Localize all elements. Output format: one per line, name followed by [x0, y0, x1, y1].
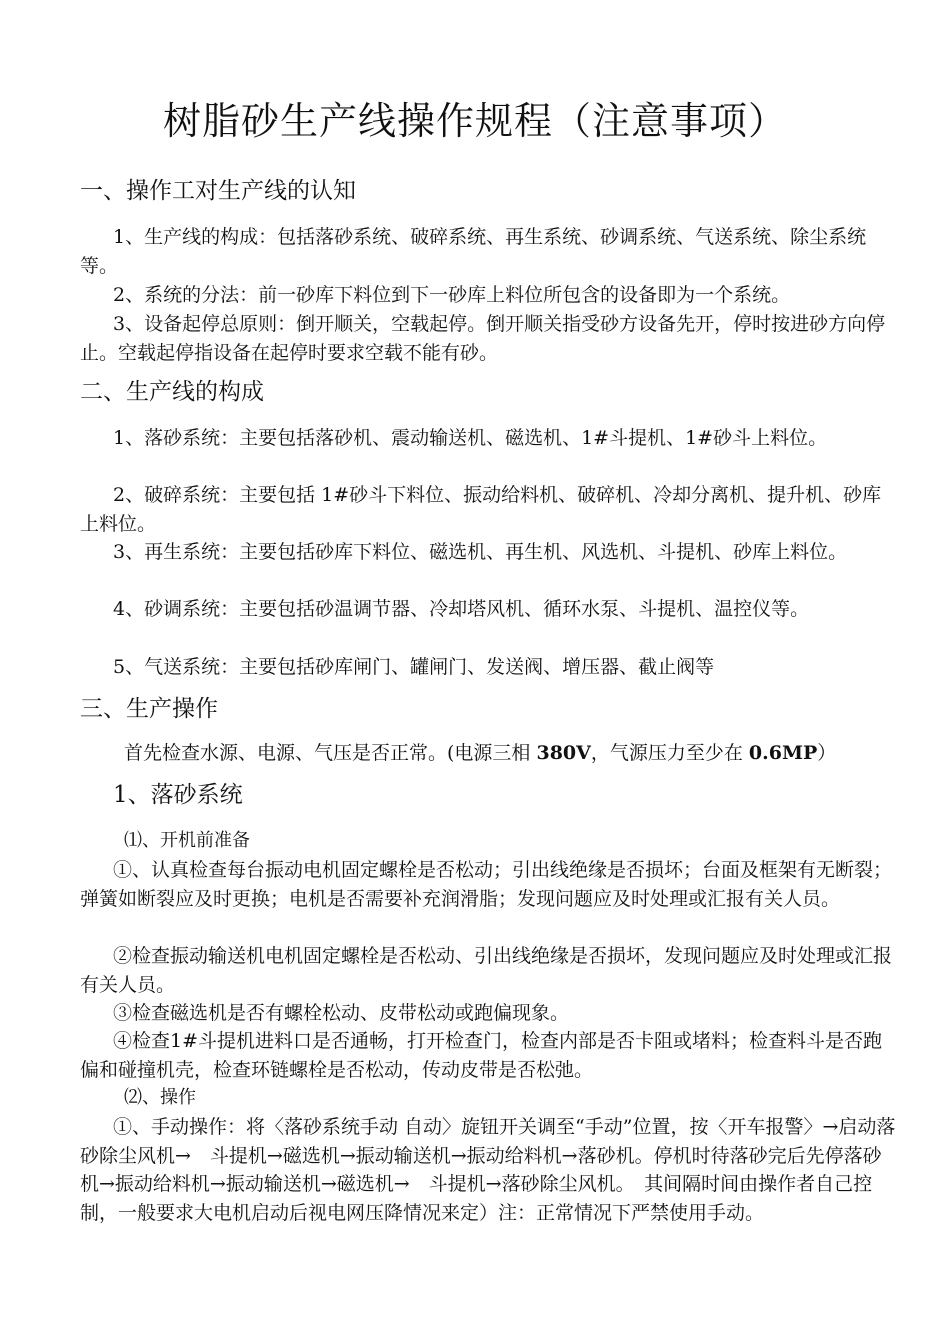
paragraph-prep-2: ②检查振动输送机电机固定螺栓是否松动、引出线绝缘是否损坏，发现问题应及时处理或汇报有关人员。 — [80, 945, 893, 996]
subsection-heading-shakeout: 1、落砂系统 — [113, 782, 243, 808]
paragraph-pre-check — [80, 739, 896, 768]
paragraph-crushing-system: 2、破碎系统：主要包括 1#砂斗下料位、振动给料机、破碎机、冷却分离机、提升机、砂库上料位。 — [80, 484, 882, 535]
pressure-value: 0.6MP — [748, 742, 818, 764]
paragraph-prep-1: ①、认真检查每台振动电机固定螺栓是否松动；引出线绝缘是否损坏；台面及框架有无断裂；弹簧如断裂应及时更换；电机是否需要补充润滑脂；发现问题应及时处理或汇报有关人员。 — [80, 859, 893, 910]
paragraph-manual-operation: ①、手动操作：将〈落砂系统手动 自动〉旋钮开关调至“手动”位置，按〈开车报警〉→启动落砂除尘风机→ 斗提机→磁选机→振动输送机→振动给料机→落砂机。停机时待落砂完后先停落砂机→振动给料机→振动输送机→磁选机→ 斗提机→落砂除尘风机。 其间隔时间由操作者自己控制，一般要求大电机启动后视电网压降情况来定）注：正常情况下严禁使用手动。 — [80, 1116, 896, 1224]
paragraph-prep-4: ④检查1#斗提机进料口是否通畅，打开检查门，检查内部是否卡阻或堵料；检查料斗是否跑偏和碰撞机壳，检查环链螺栓是否松动，传动皮带是否松弛。 — [80, 1030, 883, 1081]
pre-check-text-e: ） — [817, 742, 837, 764]
voltage-value: 380V — [536, 742, 591, 764]
pre-check-text-a: 首先检查水源、电源、气压是否正常。(电源三相 — [124, 742, 537, 764]
paragraph-shakeout-system: 1、落砂系统：主要包括落砂机、震动输送机、磁选机、1#斗提机、1#砂斗上料位。 — [113, 427, 828, 449]
paragraph-regeneration-system: 3、再生系统：主要包括砂库下料位、磁选机、再生机、风选机、斗提机、砂库上料位。 — [113, 541, 848, 563]
operation-label: ⑵、操作 — [124, 1087, 196, 1108]
paragraph-pneumatic-system: 5、气送系统：主要包括砂库闸门、罐闸门、发送阀、增压器、截止阀等 — [113, 656, 715, 678]
paragraph-sand-conditioning-system: 4、砂调系统：主要包括砂温调节器、冷却塔风机、循环水泵、斗提机、温控仪等。 — [113, 598, 810, 620]
section-heading-composition: 二、生产线的构成 — [80, 379, 264, 405]
section-heading-operation: 三、生产操作 — [80, 696, 218, 722]
document-title: 树脂砂生产线操作规程（注意事项） — [162, 99, 787, 143]
paragraph-composition: 1、生产线的构成：包括落砂系统、破碎系统、再生系统、砂调系统、气送系统、除尘系统等。 — [80, 226, 867, 277]
paragraph-system-division: 2、系统的分法：前一砂库下料位到下一砂库上料位所包含的设备即为一个系统。 — [113, 284, 791, 306]
paragraph-start-stop-principle: 3、设备起停总原则：倒开顺关，空载起停。倒开顺关指受砂方设备先开，停时按进砂方向停止。空载起停指设备在起停时要求空载不能有砂。 — [80, 313, 886, 364]
pre-check-text-c: ，气源压力至少在 — [590, 742, 749, 764]
prep-label: ⑴、开机前准备 — [124, 830, 250, 851]
section-heading-cognition: 一、操作工对生产线的认知 — [80, 178, 356, 204]
paragraph-prep-3: ③检查磁选机是否有螺栓松动、皮带松动或跑偏现象。 — [113, 1002, 570, 1024]
